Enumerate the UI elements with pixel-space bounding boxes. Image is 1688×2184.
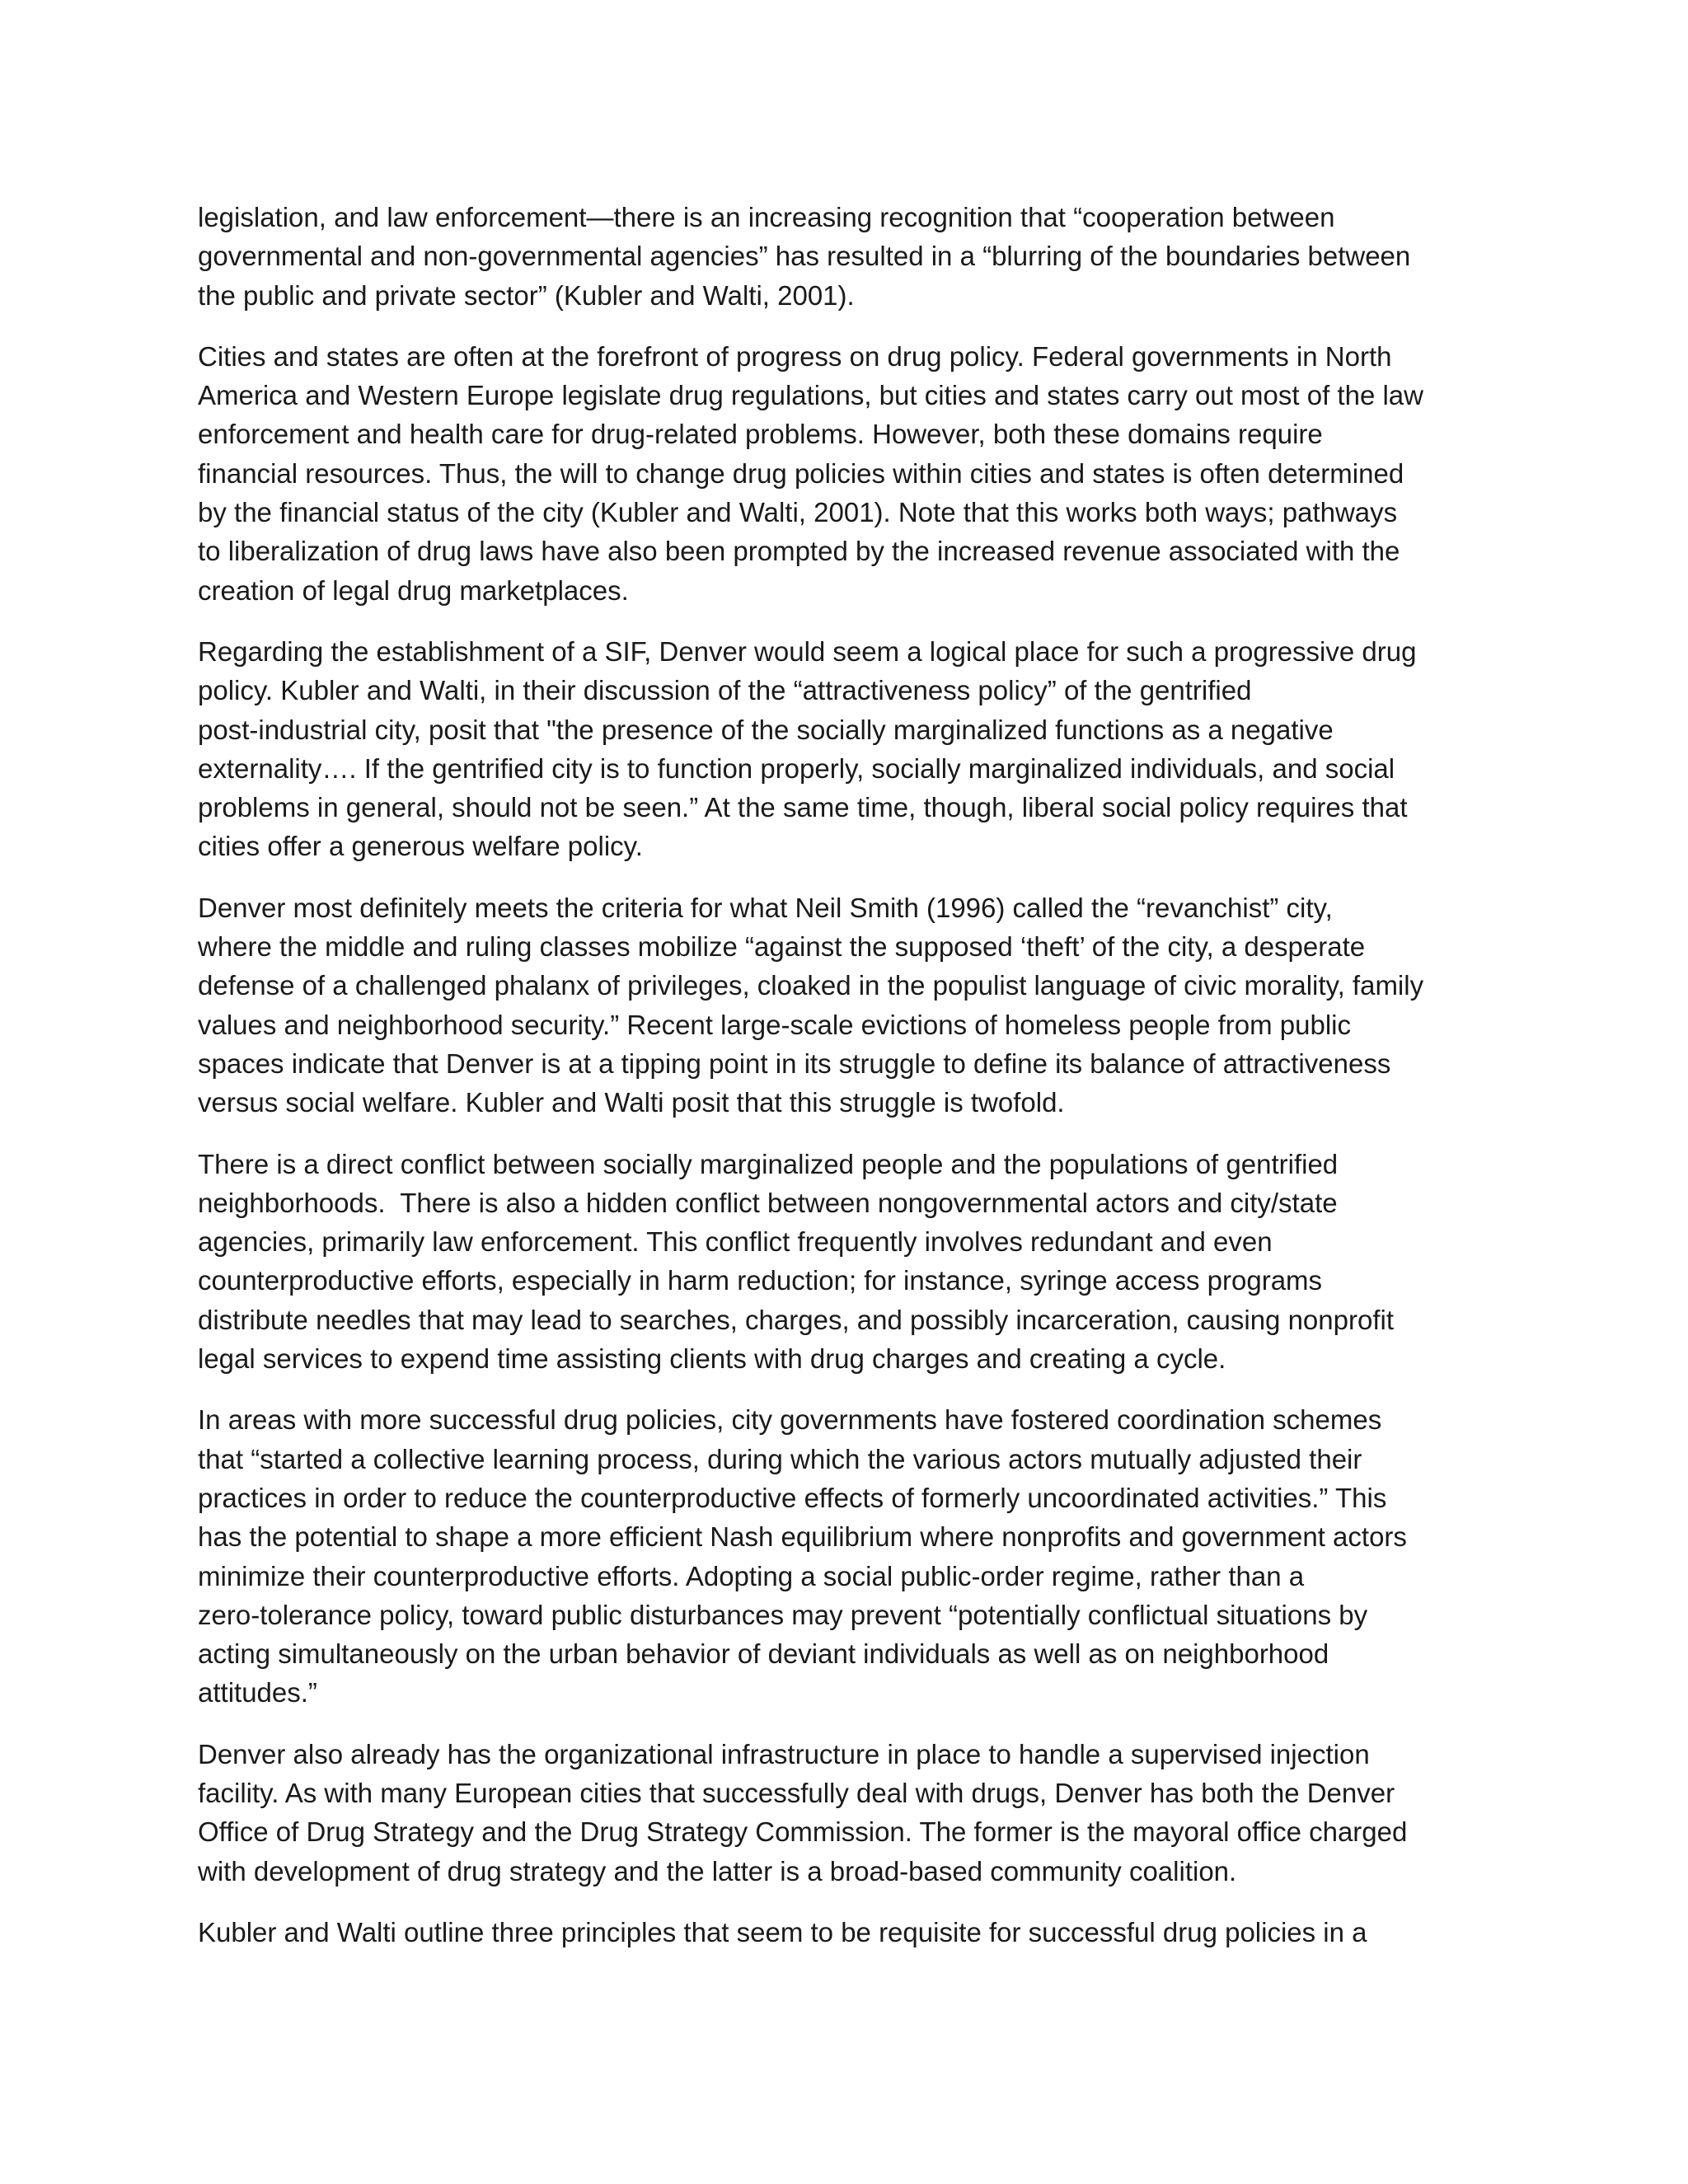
- paragraph-8: [198, 1913, 1493, 1952]
- body-text: [198, 198, 1493, 1974]
- text-line: legislation, and law enforcement—there is an increasing recognition that “cooperation between: [198, 202, 1335, 232]
- text-line: where the middle and ruling classes mobilize “against the supposed ‘theft’ of the city, a desperate: [198, 931, 1366, 963]
- text-line: Denver most definitely meets the criteria for what Neil Smith (1996) called the “revanchist” city,: [198, 892, 1333, 923]
- text-line: to liberalization of drug laws have also been prompted by the increased revenue associated with the: [198, 536, 1400, 567]
- text-line: financial resources. Thus, the will to change drug policies within cities and states is often determined: [198, 457, 1404, 489]
- text-line: governmental and non-governmental agencies” has resulted in a “blurring of the boundaries between: [198, 241, 1411, 272]
- text-line: creation of legal drug marketplaces.: [198, 574, 629, 606]
- text-line: with development of drug strategy and the latter is a broad-based community coalition.: [198, 1855, 1237, 1886]
- text-line: Cities and states are often at the forefront of progress on drug policy. Federal governments in North: [198, 340, 1392, 372]
- text-line: policy. Kubler and Walti, in their discussion of the “attractiveness policy” of the gentrified: [198, 675, 1252, 706]
- text-line: facility. As with many European cities that successfully deal with drugs, Denver has both the Denver: [198, 1777, 1395, 1808]
- text-line: zero-tolerance policy, toward public disturbances may prevent “potentially conflictual situations by: [198, 1599, 1368, 1630]
- text-line: Kubler and Walti outline three principles that seem to be requisite for successful drug policies in a: [198, 1916, 1367, 1947]
- text-line: There is a direct conflict between socially marginalized people and the populations of gentrified: [198, 1148, 1339, 1179]
- text-line: by the financial status of the city (Kubler and Walti, 2001). Note that this works both ways; pathways: [198, 497, 1398, 528]
- text-line: spaces indicate that Denver is at a tipping point in its struggle to define its balance of attractiveness: [198, 1047, 1391, 1079]
- paragraph-6: [198, 1400, 1493, 1712]
- text-line: attitudes.”: [198, 1677, 317, 1708]
- text-line: post-industrial city, posit that "the presence of the socially marginalized functions as a negative: [198, 714, 1334, 745]
- paragraph-1: [198, 198, 1493, 315]
- text-line: In areas with more successful drug policies, city governments have fostered coordination schemes: [198, 1404, 1382, 1436]
- paragraph-2: [198, 337, 1493, 610]
- text-line: the public and private sector” (Kubler and Walti, 2001).: [198, 279, 855, 311]
- text-line: Office of Drug Strategy and the Drug Strategy Commission. The former is the mayoral office charged: [198, 1816, 1408, 1848]
- text-line: that “started a collective learning process, during which the various actors mutually adjusted their: [198, 1443, 1362, 1474]
- text-line: cities offer a generous welfare policy.: [198, 831, 643, 862]
- paragraph-7: [198, 1735, 1493, 1891]
- text-line: externality…. If the gentrified city is to function properly, socially marginalized individuals, and social: [198, 752, 1395, 784]
- paragraph-4: [198, 888, 1493, 1122]
- text-line: Regarding the establishment of a SIF, Denver would seem a logical place for such a progressive drug: [198, 635, 1417, 667]
- text-line: counterproductive efforts, especially in harm reduction; for instance, syringe access programs: [198, 1265, 1323, 1296]
- text-line: distribute needles that may lead to searches, charges, and possibly incarceration, causing nonprofit: [198, 1304, 1395, 1335]
- text-line: problems in general, should not be seen.” At the same time, though, liberal social policy requires that: [198, 792, 1408, 823]
- text-line: defense of a challenged phalanx of privileges, cloaked in the populist language of civic morality, family: [198, 970, 1424, 1001]
- text-line: versus social welfare. Kubler and Walti posit that this struggle is twofold.: [198, 1087, 1065, 1118]
- text-line: practices in order to reduce the counterproductive effects of formerly uncoordinated activities.” This: [198, 1482, 1387, 1513]
- text-line: legal services to expend time assisting clients with drug charges and creating a cycle.: [198, 1343, 1226, 1375]
- text-line: minimize their counterproductive efforts. Adopting a social public-order regime, rather than a: [198, 1560, 1305, 1591]
- text-line: acting simultaneously on the urban behavior of deviant individuals as well as on neighborhood: [198, 1638, 1329, 1670]
- text-line: agencies, primarily law enforcement. This conflict frequently involves redundant and even: [198, 1226, 1273, 1258]
- paragraph-3: [198, 632, 1493, 866]
- text-line: neighborhoods. There is also a hidden conflict between nongovernmental actors and city/state: [198, 1187, 1338, 1218]
- text-line: America and Western Europe legislate drug regulations, but cities and states carry out most of the law: [198, 380, 1423, 411]
- text-line: enforcement and health care for drug-related problems. However, both these domains require: [198, 419, 1323, 450]
- text-line: values and neighborhood security.” Recent large-scale evictions of homeless people from public: [198, 1009, 1351, 1040]
- text-line: has the potential to shape a more efficient Nash equilibrium where nonprofits and government actors: [198, 1521, 1407, 1553]
- paragraph-5: [198, 1145, 1493, 1379]
- text-line: Denver also already has the organizational infrastructure in place to handle a supervised injection: [198, 1738, 1370, 1769]
